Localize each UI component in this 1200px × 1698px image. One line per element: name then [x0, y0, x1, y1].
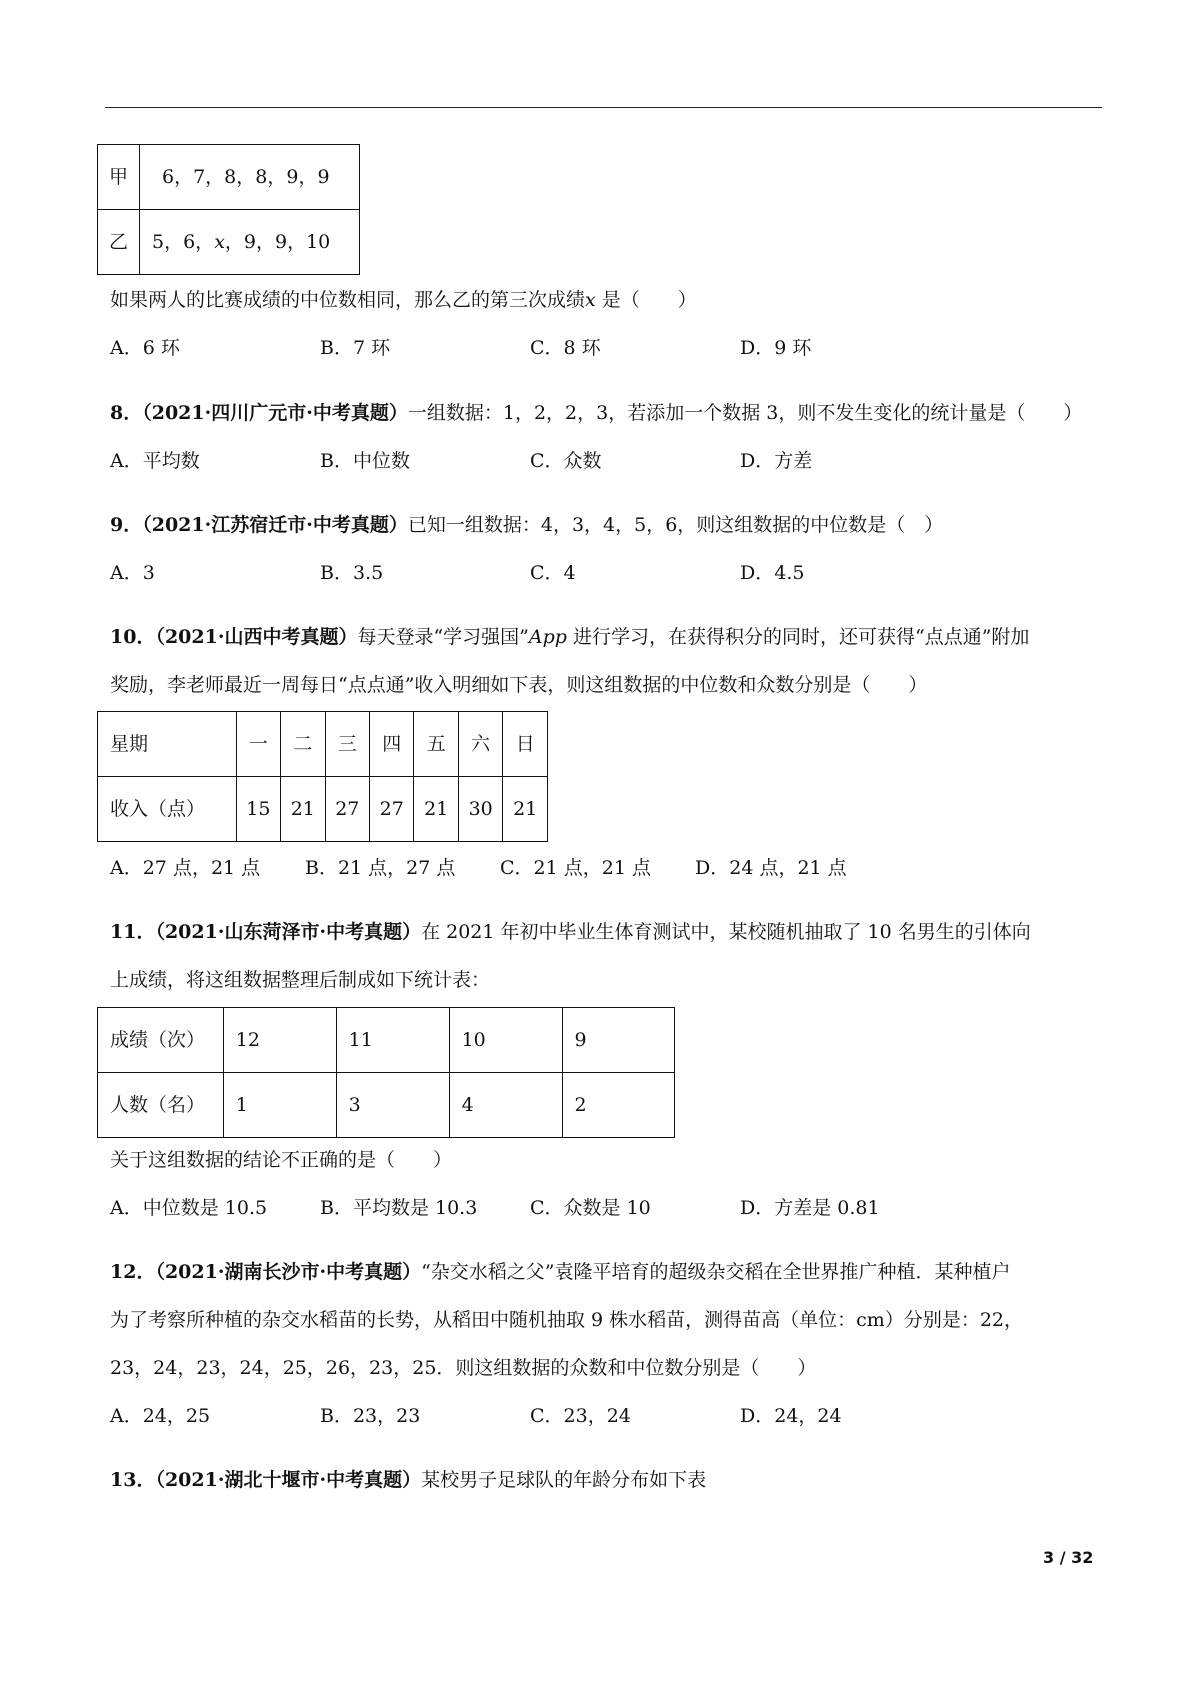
header-label: 星期 [98, 712, 237, 777]
row-values: 5，6，x，9，9，10 [140, 210, 360, 275]
value-cell: 15 [236, 777, 280, 842]
q10-stem-line1: 10．（2021·山西中考真题）每天登录“学习强国”App 进行学习，在获得积分的同时，还可获得“点点通”附加 [110, 626, 1030, 648]
option-a: A．6 环 [110, 337, 180, 359]
row-values: 6，7，8，8，9，9 [140, 145, 360, 210]
day-cell: 二 [281, 712, 325, 777]
day-cell: 六 [458, 712, 502, 777]
option-c: C．21 点，21 点 [500, 857, 651, 879]
value-cell: 27 [325, 777, 369, 842]
q12-stem-line1: 12．（2021·湖南长沙市·中考真题）“杂交水稻之父”袁隆平培育的超级杂交稻在全世界推广种植．某种植户 [110, 1261, 1011, 1283]
q10-stem-line2: 奖励，李老师最近一周每日“点点通”收入明细如下表，则这组数据的中位数和众数分别是（ ） [110, 674, 928, 696]
page-number: 3 / 32 [1043, 1548, 1094, 1567]
score-cell: 9 [562, 1008, 675, 1073]
value-cell: 21 [503, 777, 548, 842]
q11-stem-line2: 上成绩，将这组数据整理后制成如下统计表： [110, 969, 491, 991]
q11-stem-line1: 11．（2021·山东菏泽市·中考真题）在 2021 年初中毕业生体育测试中，某校随机抽取了 10 名男生的引体向 [110, 921, 1031, 943]
count-cell: 4 [449, 1073, 562, 1138]
value-cell: 30 [458, 777, 502, 842]
option-a: A．平均数 [110, 450, 200, 472]
q12-stem-line3: 23，24，23，24，25，26，23，25．则这组数据的众数和中位数分别是（ ） [110, 1357, 817, 1379]
option-d: D．方差 [740, 450, 813, 472]
table-row [98, 1008, 675, 1073]
option-b: B．21 点，27 点 [305, 857, 456, 879]
option-b: B．3.5 [320, 562, 384, 584]
option-b: B．中位数 [320, 450, 410, 472]
table-row [98, 145, 360, 210]
option-b: B．7 环 [320, 337, 391, 359]
option-b: B．23，23 [320, 1405, 421, 1427]
option-d: D．24 点，21 点 [695, 857, 847, 879]
table-row [98, 1073, 675, 1138]
row-label: 收入（点） [98, 777, 237, 842]
q7-score-table [97, 144, 360, 275]
score-cell: 12 [223, 1008, 336, 1073]
row-label: 人数（名） [98, 1073, 224, 1138]
day-cell: 三 [325, 712, 369, 777]
option-b: B．平均数是 10.3 [320, 1197, 478, 1219]
option-d: D．方差是 0.81 [740, 1197, 880, 1219]
count-cell: 3 [336, 1073, 449, 1138]
score-cell: 10 [449, 1008, 562, 1073]
row-label: 甲 [98, 145, 140, 210]
option-c: C．8 环 [530, 337, 601, 359]
score-cell: 11 [336, 1008, 449, 1073]
option-c: C．众数是 10 [530, 1197, 651, 1219]
option-a: A．24，25 [110, 1405, 211, 1427]
q10-income-table [97, 711, 548, 842]
day-cell: 日 [503, 712, 548, 777]
value-cell: 21 [281, 777, 325, 842]
option-d: D．9 环 [740, 337, 812, 359]
q7-stem: 如果两人的比赛成绩的中位数相同，那么乙的第三次成绩x 是（ ） [110, 289, 697, 311]
q13-stem: 13．（2021·湖北十堰市·中考真题）某校男子足球队的年龄分布如下表 [110, 1469, 707, 1491]
table-row [98, 712, 548, 777]
option-c: C．众数 [530, 450, 602, 472]
header-label: 成绩（次） [98, 1008, 224, 1073]
q11-question: 关于这组数据的结论不正确的是（ ） [110, 1149, 453, 1171]
option-a: A．3 [110, 562, 155, 584]
option-d: D．4.5 [740, 562, 805, 584]
q12-stem-line2: 为了考察所种植的杂交水稻苗的长势，从稻田中随机抽取 9 株水稻苗，测得苗高（单位：cm）分别是：22， [110, 1309, 1024, 1331]
header-rule [105, 107, 1102, 108]
count-cell: 2 [562, 1073, 675, 1138]
row-label: 乙 [98, 210, 140, 275]
option-a: A．中位数是 10.5 [110, 1197, 268, 1219]
option-a: A．27 点，21 点 [110, 857, 261, 879]
option-c: C．4 [530, 562, 576, 584]
option-c: C．23，24 [530, 1405, 631, 1427]
q8-stem: 8．（2021·四川广元市·中考真题）一组数据：1，2，2，3，若添加一个数据 3，则不发生变化的统计量是（ ） [110, 402, 1083, 424]
day-cell: 一 [236, 712, 280, 777]
table-row [98, 777, 548, 842]
option-d: D．24，24 [740, 1405, 842, 1427]
value-cell: 21 [414, 777, 458, 842]
count-cell: 1 [223, 1073, 336, 1138]
day-cell: 四 [370, 712, 414, 777]
q11-score-table [97, 1007, 675, 1138]
table-row [98, 210, 360, 275]
value-cell: 27 [370, 777, 414, 842]
day-cell: 五 [414, 712, 458, 777]
q9-stem: 9．（2021·江苏宿迁市·中考真题）已知一组数据：4，3，4，5，6，则这组数据的中位数是（ ） [110, 514, 944, 536]
